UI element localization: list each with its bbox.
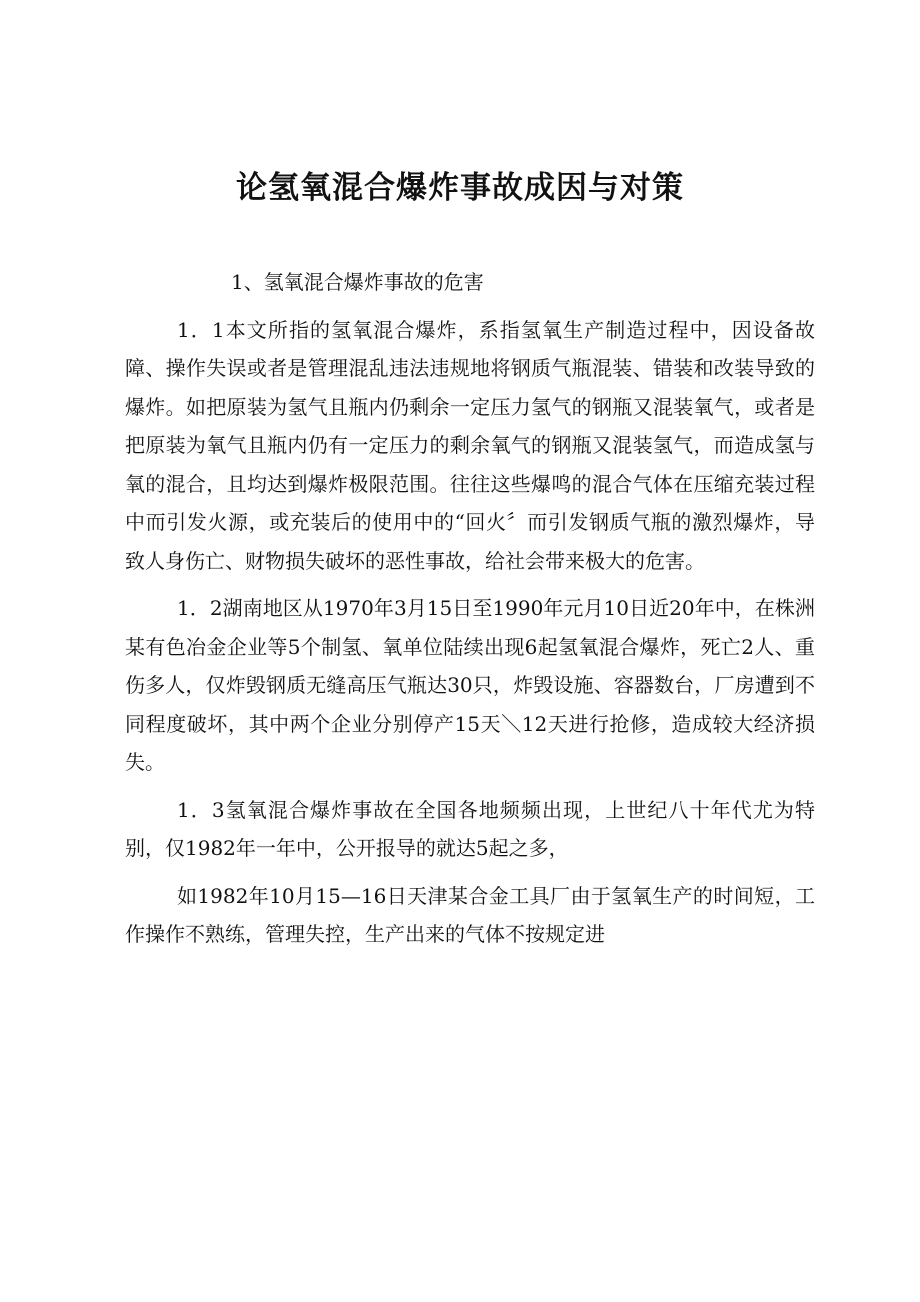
- paragraph-1-2: 1．2湖南地区从1970年3月15日至1990年元月10日近20年中，在株洲某有色冶金企业等5个制氢、氧单位陆续出现6起氢氧混合爆炸，死亡2人、重伤多人，仅炸毁钢质无缝高压气瓶达30只，炸毁设施、容器数台，厂房遭到不同程度破坏，其中两个企业分别停产15天＼12天进行抢修，造成较大经济损失。: [125, 596, 815, 774]
- paragraph-example: 如1982年10月15—16日天津某合金工具厂由于氢氧生产的时间短，工作操作不熟练，管理失控，生产出来的气体不按规定进: [125, 883, 815, 946]
- paragraph-1-3: 1．3氢氧混合爆炸事故在全国各地频频出现，上世纪八十年代尤为特别，仅1982年一年中，公开报导的就达5起之多，: [125, 797, 815, 860]
- document-body: [125, 263, 815, 954]
- section-heading: 1、氢氧混合爆炸事故的危害: [231, 270, 484, 294]
- paragraph-1-1: 1．1本文所指的氢氧混合爆炸，系指氢氧生产制造过程中，因设备故障、操作失误或者是管理混乱违法违规地将钢质气瓶混装、错装和改装导致的爆炸。如把原装为氢气且瓶内仍剩余一定压力氢气的钢瓶又混装氧气，或者是把原装为氧气且瓶内仍有一定压力的剩余氧气的钢瓶又混装氢气，而造成氢与氧的混合，且均达到爆炸极限范围。往往这些爆鸣的混合气体在压缩充装过程中而引发火源，或充装后的使用中的“回火〞而引发钢质气瓶的激烈爆炸，导致人身伤亡、财物损失破坏的恶性事故，给社会带来极大的危害。: [125, 317, 815, 573]
- document-title: 论氢氧混合爆炸事故成因与对策: [236, 170, 684, 206]
